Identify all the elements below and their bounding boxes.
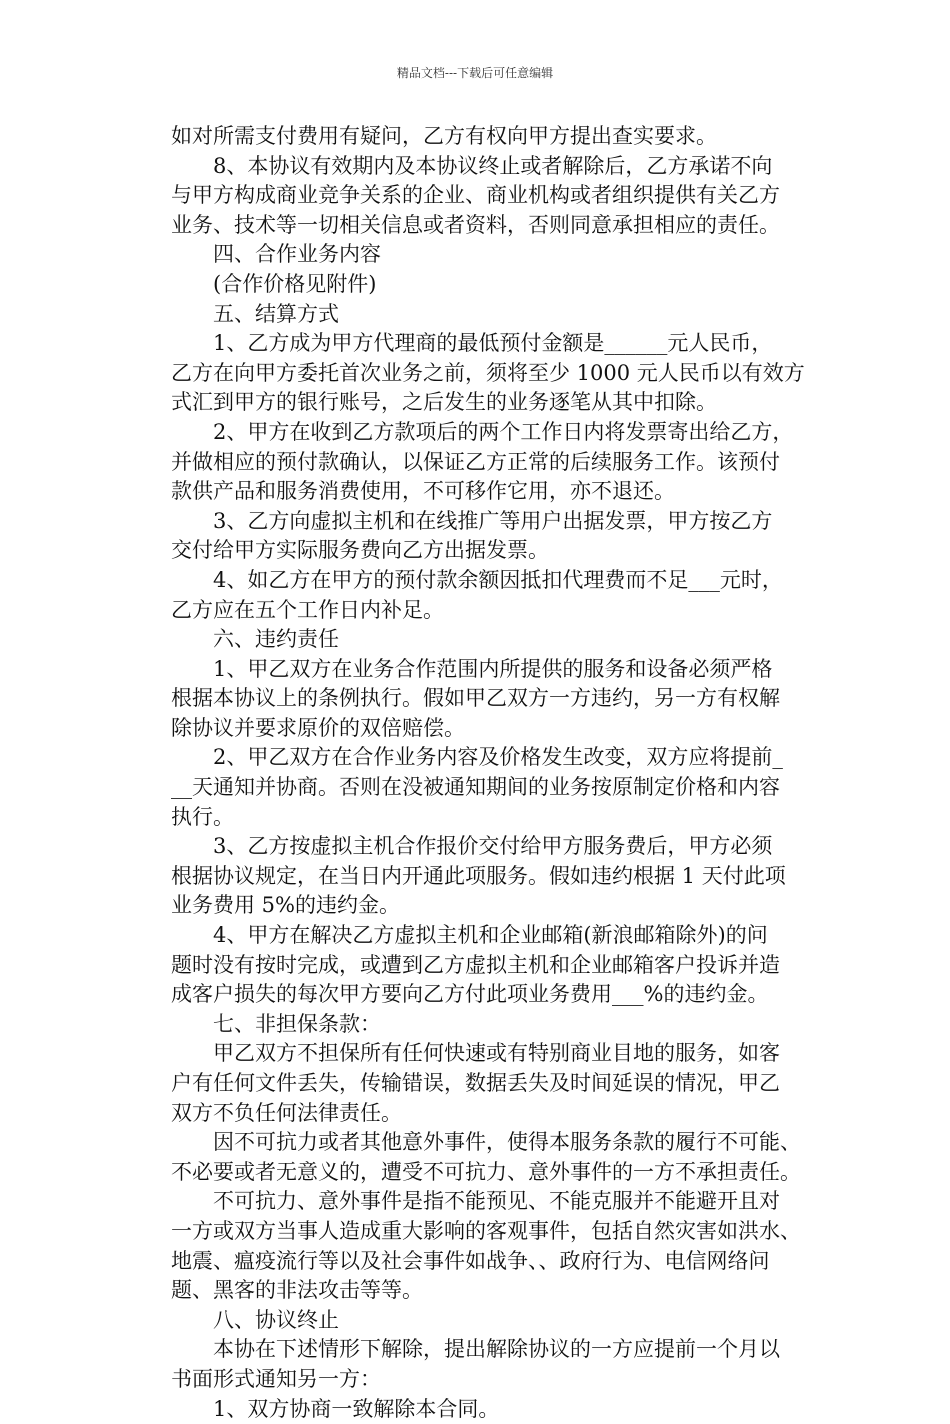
text-line: 根据本协议上的条例执行。假如甲乙双方一方违约，另一方有权解 <box>171 686 780 711</box>
text-line: 题时没有按时完成，或遭到乙方虚拟主机和企业邮箱客户投诉并造 <box>171 952 780 977</box>
text-line: 并做相应的预付款确认，以保证乙方正常的后续服务工作。该预付 <box>171 449 780 474</box>
text-line: 款供产品和服务消费使用，不可移作它用，亦不退还。 <box>171 479 675 504</box>
text-line: 五、结算方式 <box>171 301 339 326</box>
text-line: 六、违约责任 <box>171 627 339 652</box>
text-line: 本协在下述情形下解除，提出解除协议的一方应提前一个月以 <box>171 1337 780 1362</box>
text-line: 除协议并要求原价的双倍赔偿。 <box>171 715 465 740</box>
text-line: 8、本协议有效期内及本协议终止或者解除后，乙方承诺不向 <box>171 153 773 178</box>
text-line: 业务、技术等一切相关信息或者资料，否则同意承担相应的责任。 <box>171 212 780 237</box>
text-line: 4、甲方在解决乙方虚拟主机和企业邮箱(新浪邮箱除外)的问 <box>171 923 768 948</box>
text-line: 式汇到甲方的银行账号，之后发生的业务逐笔从其中扣除。 <box>171 390 717 415</box>
document-body <box>171 122 811 1424</box>
text-line: 书面形式通知另一方： <box>171 1366 381 1391</box>
text-line: 户有任何文件丢失，传输错误，数据丢失及时间延误的情况，甲乙 <box>171 1071 780 1095</box>
text-line: 执行。 <box>171 804 234 829</box>
text-line: 3、乙方向虚拟主机和在线推广等用户出据发票，甲方按乙方 <box>171 508 773 533</box>
text-line: 1、双方协商一致解除本合同。 <box>171 1396 500 1421</box>
text-line: 2、甲方在收到乙方款项后的两个工作日内将发票寄出给乙方， <box>171 419 794 444</box>
text-line: 1、乙方成为甲方代理商的最低预付金额是______元人民币， <box>171 331 773 356</box>
text-line: 成客户损失的每次甲方要向乙方付此项业务费用___%的违约金。 <box>171 982 769 1007</box>
text-line: 与甲方构成商业竞争关系的企业、商业机构或者组织提供有关乙方 <box>171 183 780 208</box>
text-line: 题、黑客的非法攻击等等。 <box>171 1278 423 1303</box>
text-line: 1、甲乙双方在业务合作范围内所提供的服务和设备必须严格 <box>171 656 773 681</box>
text-line: 根据协议规定，在当日内开通此项服务。假如违约根据 1 天付此项 <box>171 863 786 888</box>
text-line: 因不可抗力或者其他意外事件，使得本服务条款的履行不可能、 <box>171 1130 801 1155</box>
text-line: 2、甲乙双方在合作业务内容及价格发生改变，双方应将提前_ <box>171 745 783 770</box>
text-line: 双方不负任何法律责任。 <box>171 1100 402 1125</box>
text-line: 四、合作业务内容 <box>171 242 381 267</box>
text-line: 不可抗力、意外事件是指不能预见、不能克服并不能避开且对 <box>171 1189 780 1214</box>
text-line: 甲乙双方不担保所有任何快速或有特别商业目地的服务，如客 <box>171 1041 780 1066</box>
text-line: (合作价格见附件) <box>171 271 377 296</box>
text-line: 七、非担保条款： <box>171 1011 381 1036</box>
text-line: 地震、瘟疫流行等以及社会事件如战争、、政府行为、电信网络问 <box>171 1248 770 1273</box>
text-line: 八、协议终止 <box>171 1307 339 1332</box>
page-header: 精品文档---下载后可任意编辑 <box>396 66 554 80</box>
text-line: 如对所需支付费用有疑问，乙方有权向甲方提出查实要求。 <box>171 124 717 148</box>
text-line: 乙方在向甲方委托首次业务之前，须将至少 1000 元人民币以有效方 <box>171 360 805 385</box>
text-line: __天通知并协商。否则在没被通知期间的业务按原制定价格和内容 <box>171 775 780 800</box>
text-line: 交付给甲方实际服务费向乙方出据发票。 <box>171 538 549 563</box>
text-line: 3、乙方按虚拟主机合作报价交付给甲方服务费后，甲方必须 <box>171 834 773 859</box>
text-line: 4、如乙方在甲方的预付款余额因抵扣代理费而不足___元时， <box>171 567 783 592</box>
text-line: 业务费用 5%的违约金。 <box>171 893 400 918</box>
text-line: 不必要或者无意义的，遭受不可抗力、意外事件的一方不承担责任。 <box>171 1159 801 1184</box>
text-line: 一方或双方当事人造成重大影响的客观事件，包括自然灾害如洪水、 <box>171 1218 801 1243</box>
text-line: 乙方应在五个工作日内补足。 <box>171 597 444 622</box>
